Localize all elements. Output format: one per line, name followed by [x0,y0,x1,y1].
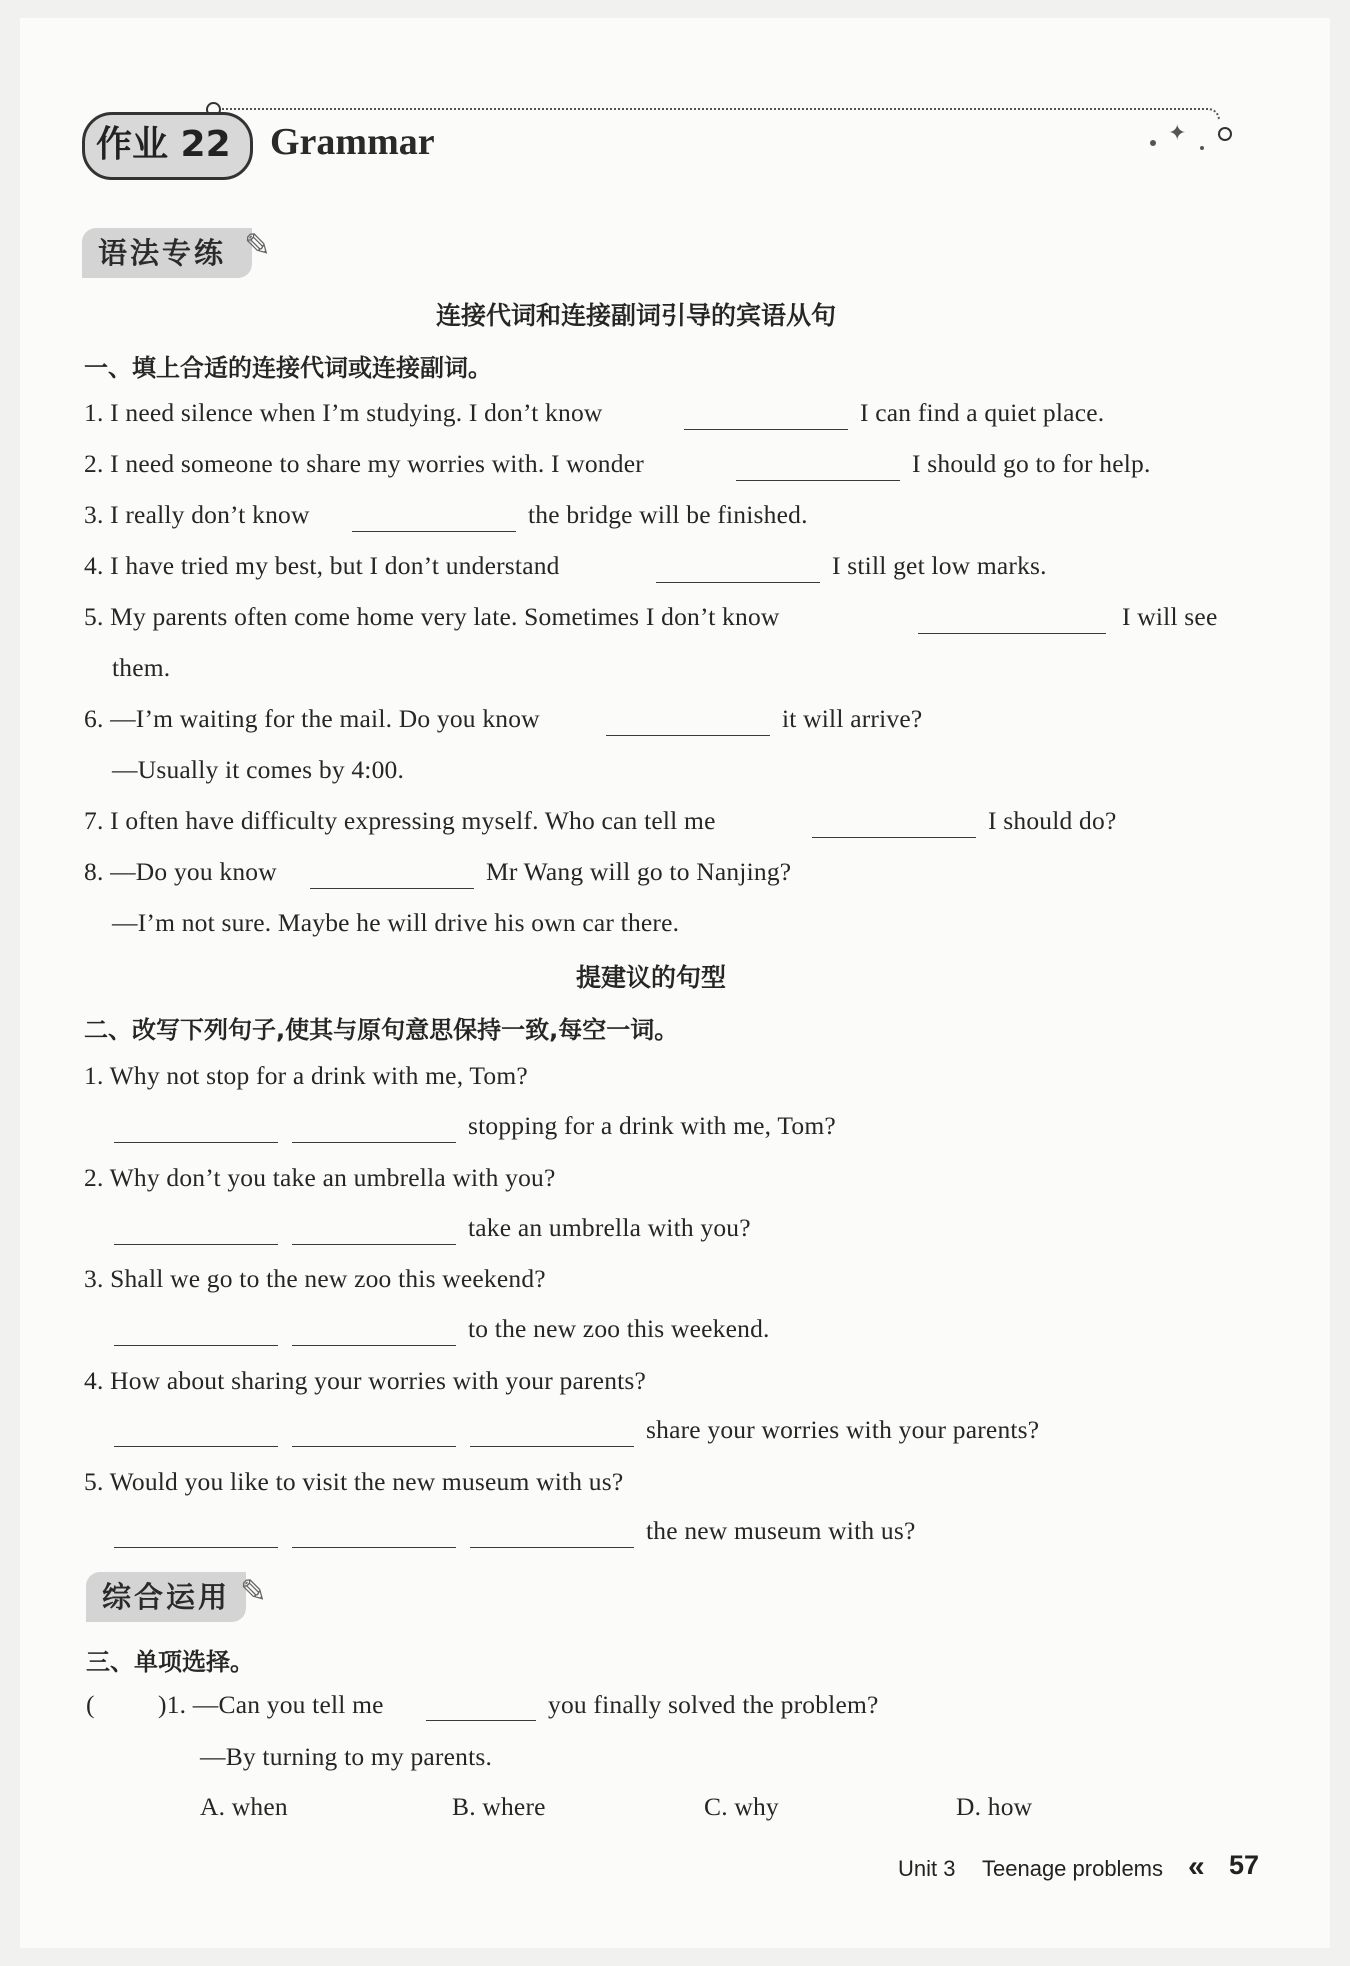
answer-blank[interactable] [292,1345,456,1346]
answer-blank[interactable] [470,1446,634,1447]
answer-blank[interactable] [352,531,516,532]
sparkle-icon: ✦ [1168,120,1187,145]
section-subtitle: 提建议的句型 [576,963,727,992]
question-text: I still get low marks. [832,551,1047,580]
exercise-instruction: 二、改写下列句子,使其与原句意思保持一致,每空一词。 [84,1016,679,1044]
question-text: Mr Wang will go to Nanjing? [486,857,792,886]
question-text: 4. How about sharing your worries with your parents? [84,1366,647,1395]
footer-unit: Unit 3 [898,1856,956,1881]
question-text: them. [112,653,171,682]
rewrite-tail: take an umbrella with you? [468,1213,751,1242]
question-text: I will see [1122,602,1218,631]
answer-blank[interactable] [292,1446,456,1447]
option-a[interactable]: A. when [200,1792,288,1821]
question-text: I should do? [988,806,1117,835]
ring-decoration [1218,127,1232,141]
question-text: you finally solved the problem? [548,1690,879,1719]
question-text: it will arrive? [782,704,923,733]
section-subtitle: 连接代词和连接副词引导的宾语从句 [436,301,837,330]
option-c[interactable]: C. why [704,1792,779,1821]
answer-blank[interactable] [918,633,1106,634]
option-d[interactable]: D. how [956,1792,1033,1821]
answer-blank[interactable] [114,1547,278,1548]
exercise-instruction: 一、填上合适的连接代词或连接副词。 [84,354,492,382]
dot-decoration [1150,140,1156,146]
rewrite-tail: the new museum with us? [646,1516,916,1545]
question-text: 5. Would you like to visit the new museum with us? [84,1467,624,1496]
dialogue-reply: —By turning to my parents. [200,1742,493,1771]
question-text: the bridge will be finished. [528,500,808,529]
rewrite-tail: share your worries with your parents? [646,1415,1040,1444]
answer-blank[interactable] [656,582,820,583]
question-text: 7. I often have difficulty expressing myself. Who can tell me [84,806,716,835]
section-badge-grammar: 语法专练 [82,228,252,278]
answer-blank[interactable] [736,480,900,481]
answer-blank[interactable] [292,1547,456,1548]
dialogue-reply: —Usually it comes by 4:00. [112,755,405,784]
answer-blank[interactable] [114,1244,278,1245]
rewrite-tail: stopping for a drink with me, Tom? [468,1111,836,1140]
question-text: )1. —Can you tell me [158,1690,384,1719]
answer-blank[interactable] [606,735,770,736]
question-text: 4. I have tried my best, but I don’t understand [84,551,560,580]
answer-blank[interactable] [114,1345,278,1346]
page-title: Grammar [270,121,435,163]
question-text: 3. Shall we go to the new zoo this weekend? [84,1264,546,1293]
dialogue-reply: —I’m not sure. Maybe he will drive his own car there. [112,908,680,937]
pencil-icon: ✎ [244,227,271,263]
answer-blank[interactable] [426,1720,536,1721]
homework-number-text: 作业 22 [96,124,231,165]
question-text: I should go to for help. [912,449,1151,478]
page-number: 57 [1229,1850,1260,1880]
question-text: 1. Why not stop for a drink with me, Tom? [84,1061,528,1090]
answer-blank[interactable] [310,888,474,889]
section-badge-comprehensive: 综合运用 [86,1572,246,1622]
exercise-instruction: 三、单项选择。 [86,1648,254,1676]
rewrite-tail: to the new zoo this weekend. [468,1314,770,1343]
answer-blank[interactable] [684,429,848,430]
question-text: 5. My parents often come home very late. Sometimes I don’t know [84,602,780,631]
question-text: I can find a quiet place. [860,398,1105,427]
question-text: 1. I need silence when I’m studying. I don’t know [84,398,603,427]
header-dotted-line [218,108,1220,120]
question-text: 8. —Do you know [84,857,277,886]
question-text: 2. Why don’t you take an umbrella with you? [84,1163,556,1192]
answer-blank[interactable] [292,1142,456,1143]
question-text: 3. I really don’t know [84,500,310,529]
option-b[interactable]: B. where [452,1792,546,1821]
answer-blank[interactable] [114,1446,278,1447]
answer-paren-open: ( [86,1690,95,1719]
answer-blank[interactable] [114,1142,278,1143]
question-text: 6. —I’m waiting for the mail. Do you know [84,704,540,733]
answer-blank[interactable] [470,1547,634,1548]
double-chevron-left-icon: « [1188,1850,1205,1883]
answer-blank[interactable] [292,1244,456,1245]
pencil-icon: ✎ [240,1573,267,1609]
question-text: 2. I need someone to share my worries with. I wonder [84,449,644,478]
footer-topic: Teenage problems [982,1856,1164,1881]
answer-blank[interactable] [812,837,976,838]
dot-decoration [1200,146,1204,150]
